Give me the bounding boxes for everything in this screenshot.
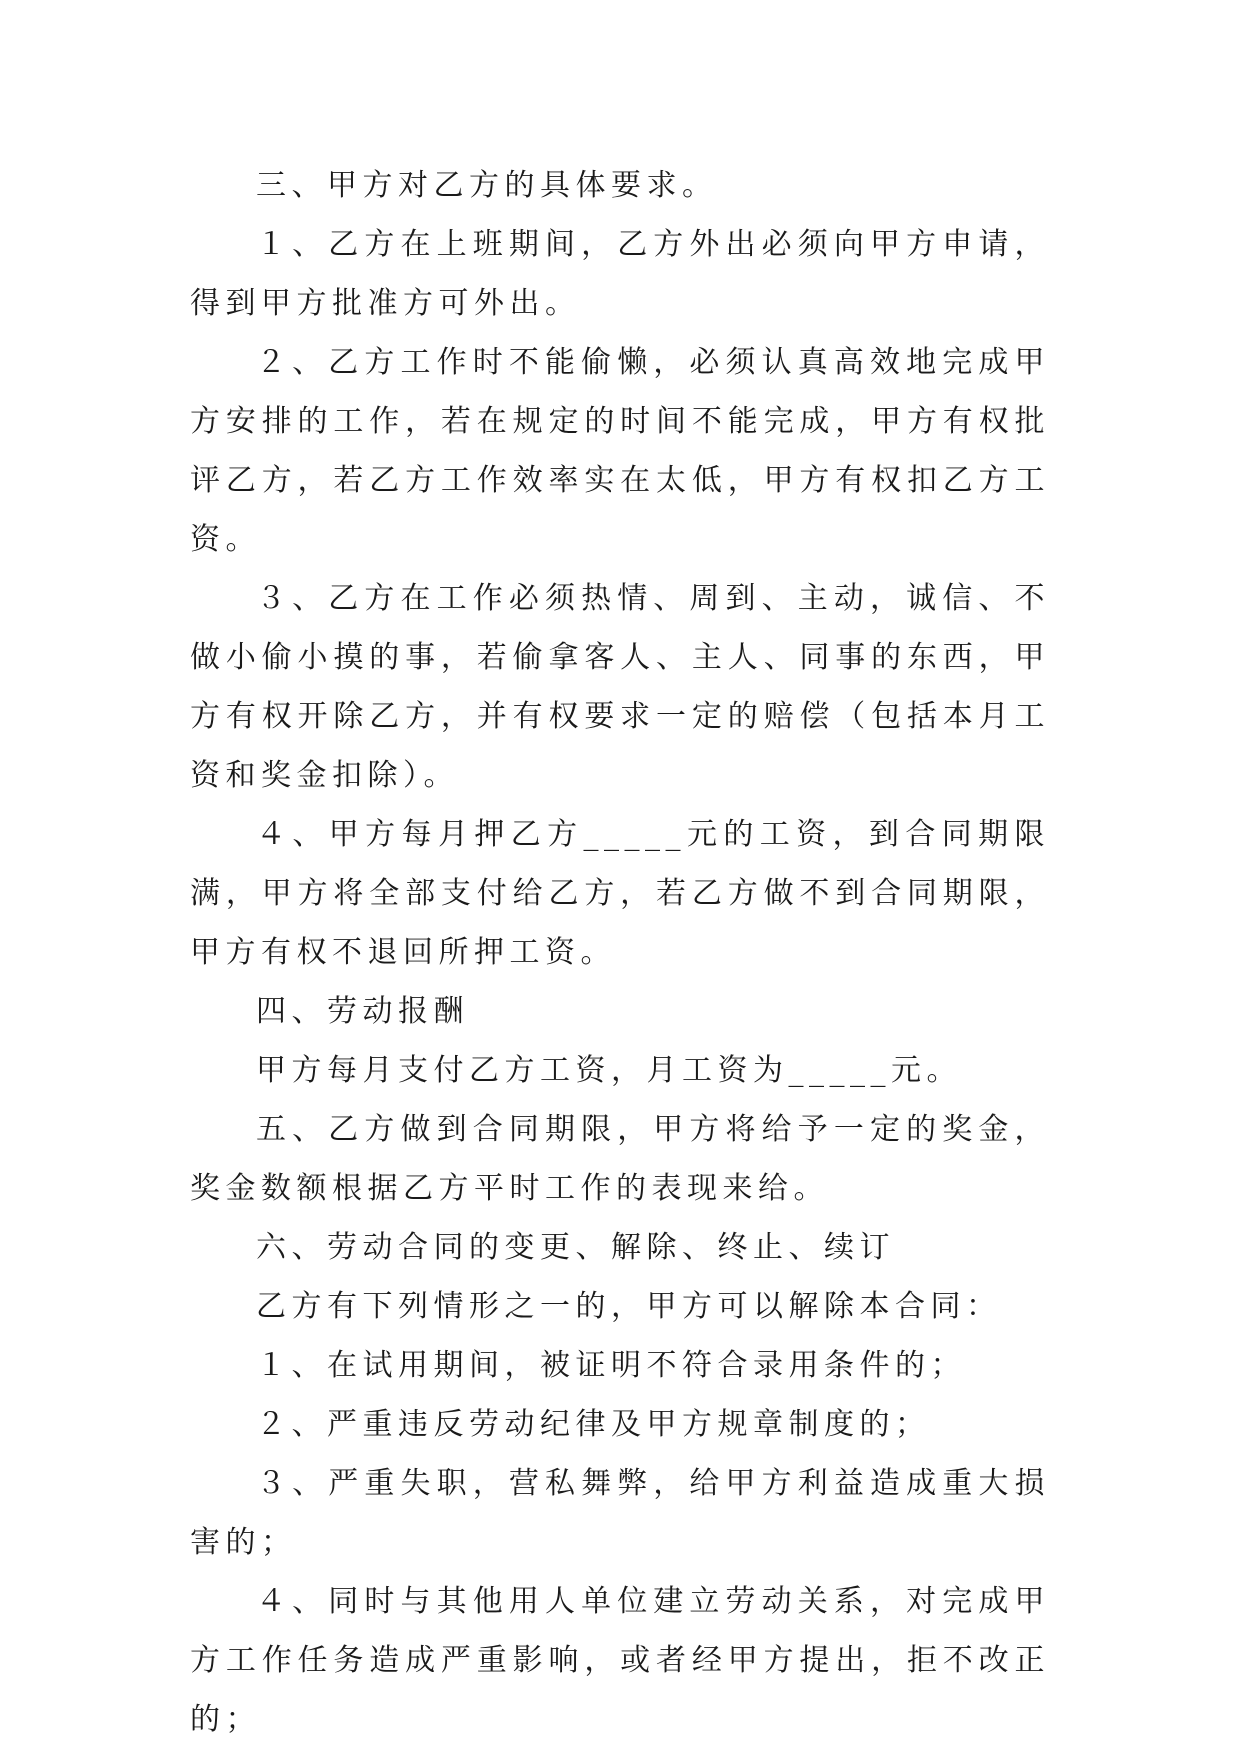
requirement-item-1: １、乙方在上班期间，乙方外出必须向甲方申请，得到甲方批准方可外出。 bbox=[190, 227, 1050, 321]
termination-intro: 乙方有下列情形之一的，甲方可以解除本合同： bbox=[256, 1289, 1002, 1324]
section-three-heading: 三、甲方对乙方的具体要求。 bbox=[256, 168, 718, 203]
document-body bbox=[190, 156, 1050, 1749]
requirement-item-4: ４、甲方每月押乙方_____元的工资，到合同期限满，甲方将全部支付给乙方，若乙方做不到合同期限，甲方有权不退回所押工资。 bbox=[190, 817, 1050, 970]
requirement-item-3: ３、乙方在工作必须热情、周到、主动，诚信、不做小偷小摸的事，若偷拿客人、主人、同事的东西，甲方有权开除乙方，并有权要求一定的赔偿（包括本月工资和奖金扣除）。 bbox=[190, 581, 1050, 793]
termination-item-1: １、在试用期间，被证明不符合录用条件的； bbox=[256, 1348, 966, 1383]
requirement-item-2: ２、乙方工作时不能偷懒，必须认真高效地完成甲方安排的工作，若在规定的时间不能完成，甲方有权批评乙方，若乙方工作效率实在太低，甲方有权扣乙方工资。 bbox=[190, 345, 1050, 557]
termination-item-2: ２、严重违反劳动纪律及甲方规章制度的； bbox=[256, 1407, 931, 1442]
termination-item-3: ３、严重失职，营私舞弊，给甲方利益造成重大损害的； bbox=[190, 1466, 1050, 1560]
section-six-heading: 六、劳动合同的变更、解除、终止、续订 bbox=[256, 1230, 895, 1265]
salary-paragraph: 甲方每月支付乙方工资，月工资为_____元。 bbox=[256, 1053, 962, 1088]
section-five-paragraph: 五、乙方做到合同期限，甲方将给予一定的奖金，奖金数额根据乙方平时工作的表现来给。 bbox=[190, 1112, 1050, 1206]
termination-item-4: ４、同时与其他用人单位建立劳动关系，对完成甲方工作任务造成严重影响，或者经甲方提出，拒不改正的； bbox=[190, 1584, 1050, 1737]
section-four-heading: 四、劳动报酬 bbox=[256, 994, 469, 1029]
